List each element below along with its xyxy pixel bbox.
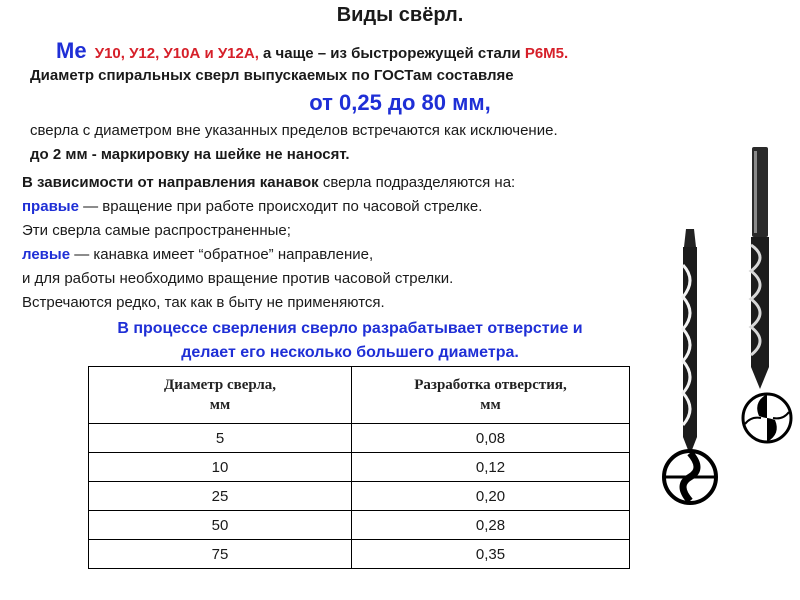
material-grades: У10, У12, У10А и У12А,	[94, 45, 259, 62]
cell-diameter: 10	[89, 453, 352, 482]
marking-line: до 2 мм - маркировку на шейке не наносят.	[30, 146, 350, 163]
table-header-row	[89, 367, 630, 424]
page-title: Виды свёрл.	[336, 4, 464, 26]
exception-line: сверла с диаметром вне указанных пределов встречаются как исключение.	[30, 122, 558, 139]
material-prefix: Ме	[56, 38, 87, 63]
cell-allowance: 0,20	[352, 482, 630, 511]
material-line	[56, 38, 568, 64]
table-row	[89, 511, 630, 540]
drill-section-icon	[737, 388, 797, 448]
drill-right-icon	[740, 145, 780, 395]
right-drill-line	[22, 198, 482, 215]
drill-left-icon	[660, 225, 720, 505]
cell-diameter: 5	[89, 424, 352, 453]
cell-diameter: 75	[89, 540, 352, 569]
drilling-note-line1: В процессе сверления сверло разрабатывает отверстие и	[117, 320, 583, 337]
table-row	[89, 453, 630, 482]
cell-allowance: 0,12	[352, 453, 630, 482]
diameter-range: от 0,25 до 80 мм,	[309, 90, 491, 115]
cell-allowance: 0,35	[352, 540, 630, 569]
diameter-line: Диаметр спиральных сверл выпускаемых по ГОСТам составляе	[30, 67, 514, 84]
direction-intro	[22, 174, 515, 191]
material-middle: а чаще – из быстрорежущей стали	[263, 45, 521, 62]
left-desc: — канавка имеет “обратное” направление,	[74, 246, 374, 263]
table-row	[89, 424, 630, 453]
common-line: Эти сверла самые распространенные;	[22, 222, 291, 239]
header-allowance-unit: мм	[480, 397, 501, 413]
header-diameter-unit: мм	[209, 397, 231, 413]
direction-intro-bold: В зависимости от направления канавок	[22, 174, 319, 191]
header-diameter	[89, 367, 352, 424]
direction-intro-rest: сверла подразделяются на:	[322, 174, 516, 191]
header-diameter-label: Диаметр сверла,	[163, 377, 277, 393]
left-drill-line	[22, 246, 373, 263]
right-desc: — вращение при работе происходит по часовой стрелке.	[83, 198, 483, 215]
rare-line: Встречаются редко, так как в быту не применяются.	[22, 294, 385, 311]
cell-allowance: 0,28	[352, 511, 630, 540]
right-term: правые	[22, 198, 79, 215]
header-allowance-label: Разработка отверстия,	[414, 377, 567, 393]
table-row	[89, 482, 630, 511]
material-steel: Р6М5.	[524, 45, 569, 62]
table-row	[89, 540, 630, 569]
left-term: левые	[22, 246, 71, 263]
hole-allowance-table	[88, 366, 630, 569]
drilling-note-line2: делает его несколько большего диаметра.	[181, 344, 519, 361]
cell-diameter: 50	[89, 511, 352, 540]
header-allowance	[352, 367, 630, 424]
left-desc-line2: и для работы необходимо вращение против часовой стрелки.	[22, 270, 454, 287]
cell-allowance: 0,08	[352, 424, 630, 453]
cell-diameter: 25	[89, 482, 352, 511]
